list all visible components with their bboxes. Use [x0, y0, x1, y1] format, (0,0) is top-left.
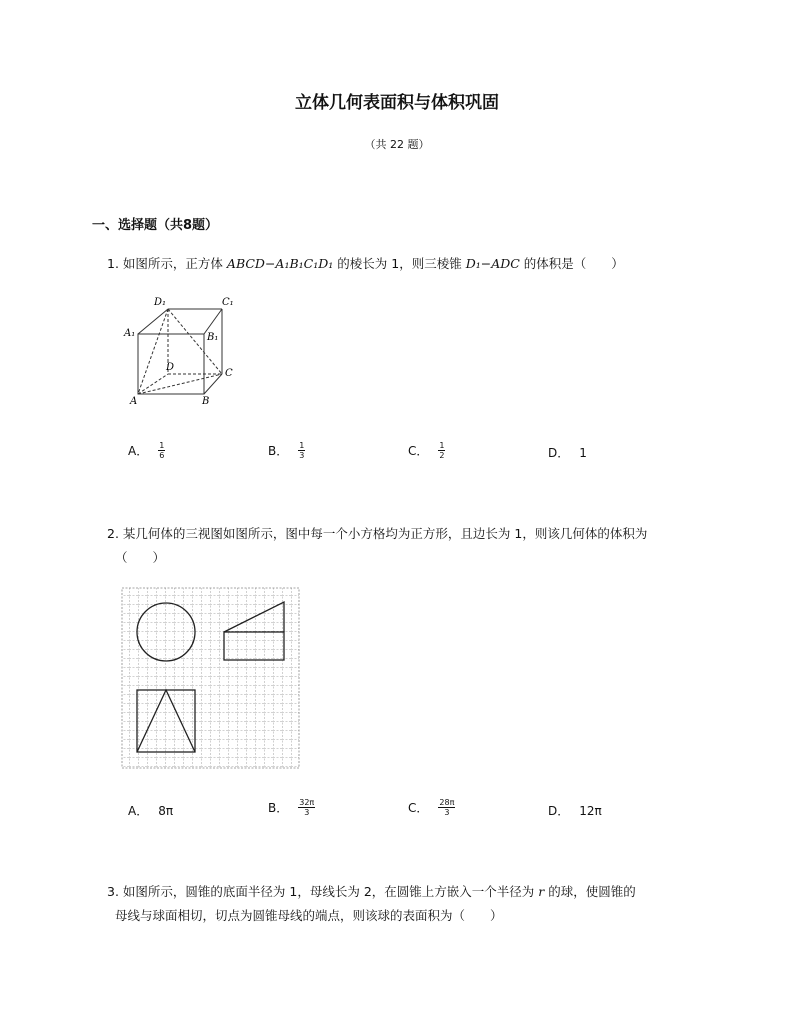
page-title: 立体几何表面积与体积巩固: [295, 93, 499, 113]
vertex-label-a1: A₁: [124, 328, 136, 339]
option-label: B．: [268, 801, 289, 815]
question-number: 3.: [107, 884, 119, 899]
option-c[interactable]: [408, 441, 445, 460]
math-expression: D₁−ADC: [465, 256, 520, 271]
question-3-text: [107, 882, 717, 926]
fraction: $\frac{32\pi}{3}$: [299, 798, 315, 817]
option-label: D．: [548, 446, 570, 460]
option-a[interactable]: [128, 802, 173, 819]
vertex-label-b: B: [202, 396, 210, 407]
option-d[interactable]: [548, 444, 587, 461]
option-label: C．: [408, 801, 429, 815]
option-label: A．: [128, 444, 149, 458]
question-number: 2.: [107, 526, 119, 541]
question-number: 1.: [107, 256, 119, 271]
cube-figure: [118, 290, 248, 408]
question-text: 母线与球面相切，切点为圆锥母线的端点，则该球的表面积为（ ）: [115, 908, 503, 923]
section-heading: 一、选择题（共8题）: [92, 218, 219, 233]
option-d[interactable]: [548, 802, 602, 819]
vertex-label-c: C: [225, 368, 233, 379]
question-text: 的球，使圆锥的: [548, 884, 636, 899]
option-label: D．: [548, 804, 570, 818]
fraction: $\frac{28\pi}{3}$: [439, 798, 455, 817]
question-2-text: [107, 524, 707, 568]
option-label: A．: [128, 804, 149, 818]
fraction: $\frac{1}{6}$: [159, 441, 165, 460]
question-text: （ ）: [115, 550, 166, 565]
option-b[interactable]: [268, 441, 305, 460]
option-value: 12π: [579, 803, 602, 818]
option-value: 8π: [158, 803, 174, 818]
question-text: 如图所示，正方体: [122, 256, 223, 271]
option-b[interactable]: [268, 798, 315, 817]
vertex-label-a: A: [130, 396, 138, 407]
question-1-text: [107, 254, 624, 274]
page-subtitle: （共 22 题）: [364, 138, 430, 151]
fraction: $\frac{1}{2}$: [439, 441, 445, 460]
option-value: 1: [579, 445, 587, 460]
vertex-label-d1: D₁: [154, 297, 167, 308]
math-variable: r: [538, 884, 545, 899]
question-text: 的体积是（ ）: [523, 256, 624, 271]
vertex-label-d: D: [166, 362, 175, 373]
vertex-label-b1: B₁: [207, 332, 219, 343]
option-c[interactable]: [408, 798, 455, 817]
question-text: 的棱长为 1，则三棱锥: [337, 256, 462, 271]
fraction: $\frac{1}{3}$: [299, 441, 305, 460]
three-view-figure: [120, 586, 302, 772]
math-expression: ABCD−A₁B₁C₁D₁: [226, 256, 334, 271]
option-label: C．: [408, 444, 429, 458]
option-label: B．: [268, 444, 289, 458]
question-text: 如图所示，圆锥的底面半径为 1，母线长为 2，在圆锥上方嵌入一个半径为: [122, 884, 535, 899]
question-text: 某几何体的三视图如图所示，图中每一个小方格均为正方形，且边长为 1，则该几何体的体积为: [122, 526, 648, 541]
vertex-label-c1: C₁: [222, 297, 234, 308]
option-a[interactable]: [128, 441, 165, 460]
